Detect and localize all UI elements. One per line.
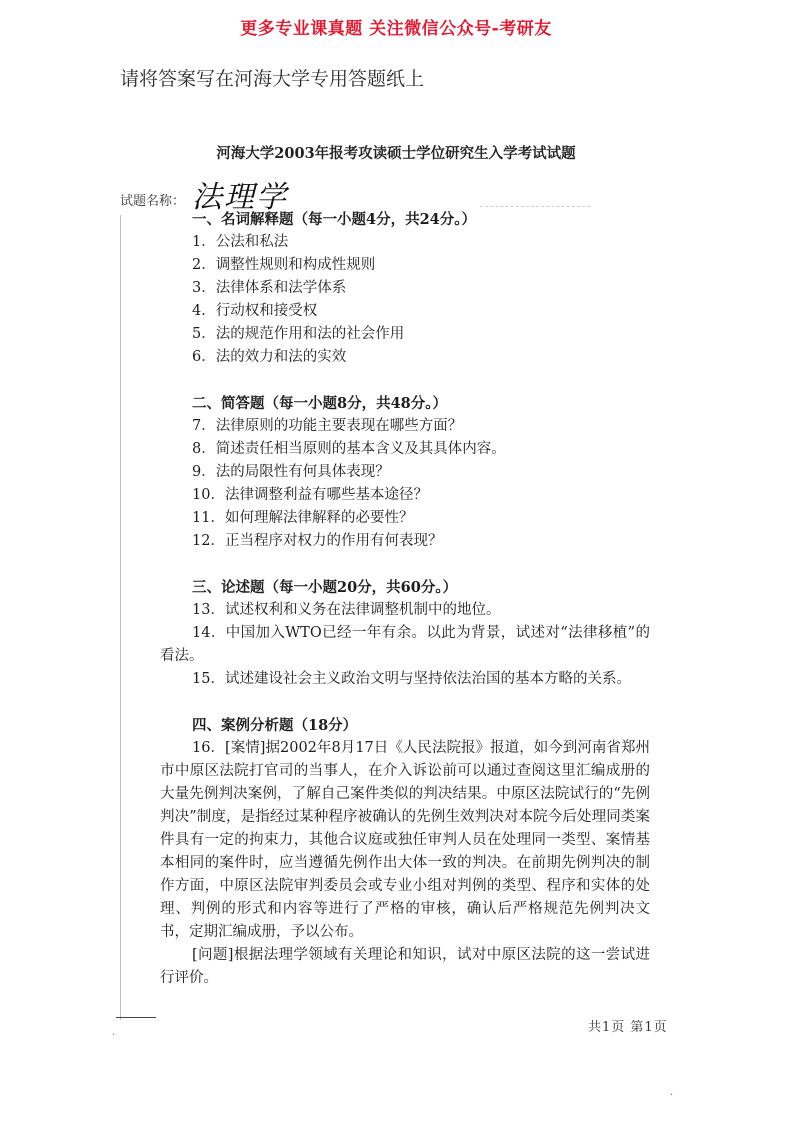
question-paragraph: 15．试述建设社会主义政治文明与坚持依法治国的基本方略的关系。 xyxy=(192,671,631,687)
question-item: 5．法的规范作用和法的社会作用 xyxy=(192,326,405,342)
question-item: 3．法律体系和法学体系 xyxy=(192,280,347,296)
scan-mark: · xyxy=(112,1030,116,1041)
answer-instruction: 请将答案写在河海大学专用答题纸上 xyxy=(120,68,425,90)
question-item: 6．法的效力和法的实效 xyxy=(192,349,347,365)
section-3-heading: 三、论述题（每一小题20分，共60分。） xyxy=(192,579,458,596)
question-item: 2．调整性规则和构成性规则 xyxy=(192,257,376,273)
subject-row xyxy=(120,172,680,215)
exam-content xyxy=(160,208,650,990)
question-item: 12．正当程序对权力的作用有何表现？ xyxy=(192,533,443,549)
question-item: 9．法的局限性有何具体表现？ xyxy=(192,464,390,480)
page-indicator: 共1页 第1页 xyxy=(588,1020,668,1035)
question-item: 4．行动权和接受权 xyxy=(192,303,318,319)
section-1-heading: 一、名词解释题（每一小题4分，共24分。） xyxy=(192,211,477,228)
subject-name-handwritten: 法理学 xyxy=(192,180,288,215)
question-item: 1．公法和私法 xyxy=(192,234,289,250)
case-text: 16．[案情]据2002年8月17日《人民法院报》报道，如今到河南省郑州市中原区法院打官司的当事人，在介入诉讼前可以通过查阅这里汇编成册的大量先例判决案例，了解自己案件类似的判决结果。中原区法院试行的“先例判决”制度，是指经过某种程序被确认的先例生效判决对本院今后处理同类案件具有一定的拘束力，其他合议庭或独任审判人员在处理同一类型、案情基本相同的案件时，应当遵循先例作出大体一致的判决。在前期先例判决的制作方面，中原区法院审判委员会或专业小组对判例的类型、程序和实体的处理、判例的形式和内容等进行了严格的审核，确认后严格规范先例判决文书，定期汇编成册，予以公布。 xyxy=(160,740,650,940)
question-item: 11．如何理解法律解释的必要性？ xyxy=(192,510,414,526)
section-4-heading: 四、案例分析题（18分） xyxy=(192,717,358,734)
scan-mark: · xyxy=(670,1090,674,1101)
exam-title: 河海大学2003年报考攻读硕士学位研究生入学考试试题 xyxy=(216,145,576,162)
promo-banner: 更多专业课真题 关注微信公众号-考研友 xyxy=(240,19,552,39)
question-item: 7．法律原则的功能主要表现在哪些方面？ xyxy=(192,418,463,434)
question-item: 13．试述权利和义务在法律调整机制中的地位。 xyxy=(192,602,501,618)
faint-scan-line xyxy=(480,206,590,207)
left-margin-rule xyxy=(120,215,121,1020)
question-paragraph: 14．中国加入WTO已经一年有余。以此为背景，试述对“法律移植”的看法。 xyxy=(160,625,650,664)
case-question: [问题]根据法理学领域有关理论和知识，试对中原区法院的这一尝试进行评价。 xyxy=(160,947,650,986)
section-2-heading: 二、简答题（每一小题8分，共48分。） xyxy=(192,395,448,412)
question-item: 10．法律调整利益有哪些基本途径？ xyxy=(192,487,428,503)
footer-dash xyxy=(116,1017,156,1018)
subject-label: 试题名称： xyxy=(120,194,186,209)
question-item: 8．简述责任相当原则的基本含义及其具体内容。 xyxy=(192,441,506,457)
